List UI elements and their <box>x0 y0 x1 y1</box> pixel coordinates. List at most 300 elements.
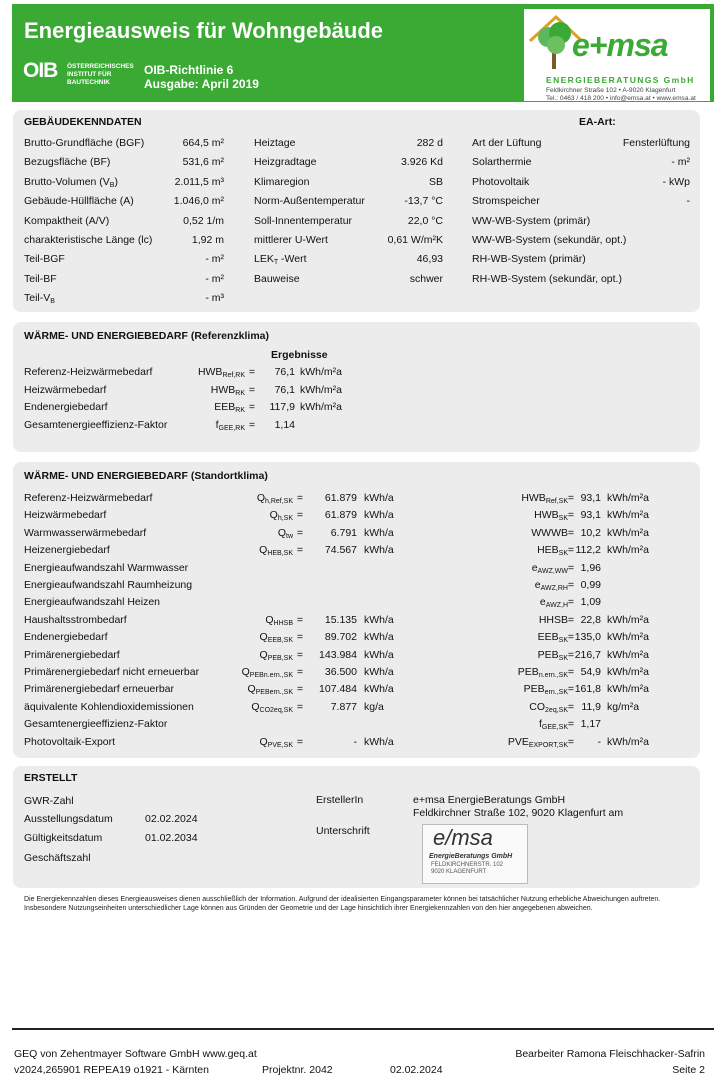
reference-row-unit: kWh/m²a <box>300 383 342 396</box>
site-row-symbol-specific-subscript: ern.,SK <box>544 689 568 697</box>
climate-param-label <box>254 273 300 285</box>
site-row-specific-value: 1,09 <box>580 596 601 609</box>
building-param-label <box>24 215 109 227</box>
site-row-symbol-total-main: Q <box>259 544 268 557</box>
system-param-label: Solarthermie <box>472 156 532 169</box>
reference-row-equals: = <box>248 418 256 431</box>
reference-row-symbol-subscript: RK <box>235 389 245 397</box>
climate-param-label-text: Bauweise <box>254 272 300 285</box>
site-row-specific-unit: kg/m²a <box>607 700 640 713</box>
business-number-label: Geschäftszahl <box>24 852 91 864</box>
site-row-symbol-specific <box>453 509 568 522</box>
site-row-symbol-total <box>193 683 293 696</box>
climate-param-label-text: Norm-Außentemperatur <box>254 195 365 208</box>
site-row-equals: = <box>567 613 575 626</box>
site-row-symbol-total-subscript: h,Ref,SK <box>264 498 293 505</box>
building-param-label-text: Gebäude-Hüllfläche (A) <box>24 195 134 208</box>
site-row-equals: = <box>567 544 575 557</box>
reference-row-unit: kWh/m²a <box>300 366 342 378</box>
site-row-equals: = <box>567 666 575 678</box>
site-row-symbol-specific <box>453 649 568 662</box>
site-row-symbol-specific-main: HHSB <box>538 613 568 626</box>
site-row-symbol-total-subscript: HEB,SK <box>267 550 293 558</box>
site-row-symbol-specific-main: PEB <box>523 683 545 696</box>
footer-date: 02.02.2024 <box>390 1064 443 1076</box>
building-param-label <box>24 273 57 285</box>
site-row-label: Gesamtenergieeffizienz-Faktor <box>24 718 168 731</box>
system-param-value: - <box>686 195 690 208</box>
site-row-label: Primärenergiebedarf nicht erneuerbar <box>24 666 200 678</box>
building-param-value: 531,6 m² <box>182 156 224 169</box>
site-row-equals: = <box>296 544 304 557</box>
site-row-equals: = <box>567 718 575 731</box>
building-param-label-subscript: B <box>109 181 115 189</box>
site-row-specific-value: 93,1 <box>580 492 601 504</box>
site-row-symbol-total <box>193 666 293 679</box>
site-row-symbol-total-main: Q <box>241 666 250 678</box>
site-row-specific-unit: kWh/m²a <box>607 544 649 557</box>
building-param-label-text: Teil-V <box>24 292 51 305</box>
building-param-value: 0,52 1/m <box>183 214 224 227</box>
climate-param-value: SB <box>428 175 443 188</box>
oib-logo <box>23 59 133 85</box>
site-row-symbol-total-main: Q <box>259 631 268 644</box>
site-row-total-unit: kWh/a <box>364 509 394 522</box>
site-row-total-value: 7.877 <box>330 700 357 713</box>
site-row-total-value: 15.135 <box>324 613 357 626</box>
site-row-symbol-specific-main: PVE <box>507 735 529 748</box>
site-row-specific-value: 135,0 <box>574 631 601 644</box>
climate-param-value: 22,0 °C <box>407 214 443 227</box>
reference-row-value: 76,1 <box>274 366 295 378</box>
reference-row-symbol-subscript: RK <box>235 407 245 414</box>
site-row-specific-value: - <box>597 735 601 748</box>
site-row-total-value: 89.702 <box>324 631 357 644</box>
site-row-symbol-total-subscript: PEB,SK <box>267 654 293 662</box>
validity-date-value: 01.02.2034 <box>145 832 198 844</box>
site-row-equals: = <box>567 683 575 696</box>
site-row-specific-value: 0,99 <box>580 579 601 591</box>
site-row-symbol-total-subscript: HHSB <box>273 619 293 627</box>
site-row-label: Primärenergiebedarf erneuerbar <box>24 683 174 696</box>
site-row-symbol-total-main: Q <box>277 526 286 539</box>
guideline-info <box>144 63 259 91</box>
section-title: ERSTELLT <box>24 772 78 784</box>
footer-divider <box>12 1028 714 1030</box>
site-row-label: Haushaltsstrombedarf <box>24 613 127 626</box>
created-panel <box>13 766 700 888</box>
site-row-equals: = <box>567 509 575 522</box>
reference-row-label: Gesamtenergieeffizienz-Faktor <box>24 418 168 431</box>
site-row-label: Heizenergiebedarf <box>24 544 110 557</box>
site-row-total-unit: kWh/a <box>364 735 394 748</box>
site-row-equals: = <box>567 631 575 644</box>
climate-param-value: 46,93 <box>416 253 443 266</box>
site-row-equals: = <box>567 492 575 504</box>
page-title: Energieausweis für Wohngebäude <box>24 18 383 43</box>
emsa-address <box>546 87 710 103</box>
stamp-city: 9020 KLAGENFURT <box>431 869 487 875</box>
building-param-label-text: charakteristische Länge (lc) <box>24 234 153 246</box>
site-row-symbol-specific-subscript: SK <box>558 550 568 558</box>
company-stamp <box>422 824 528 884</box>
site-row-specific-unit: kWh/m²a <box>607 683 649 696</box>
site-row-label: Energieaufwandszahl Heizen <box>24 596 161 609</box>
site-row-symbol-specific <box>453 614 568 627</box>
site-row-total-value: 107.484 <box>319 683 357 696</box>
site-row-symbol-specific <box>453 736 568 749</box>
site-row-symbol-specific-subscript: Ref,SK <box>545 498 568 505</box>
footer-project-number: Projektnr. 2042 <box>262 1064 333 1076</box>
oib-logo-text: OIB <box>23 59 58 82</box>
building-param-label <box>24 292 55 305</box>
climate-param-label <box>254 234 328 246</box>
issue-date-value: 02.02.2024 <box>145 813 198 825</box>
reference-row-symbol-main: HWB <box>210 383 236 396</box>
stamp-address <box>431 862 503 876</box>
reference-row-label: Endenergiebedarf <box>24 401 108 413</box>
site-row-total-value: 74.567 <box>324 544 357 557</box>
reference-row-symbol <box>163 384 245 397</box>
building-param-label-subscript: B <box>50 298 55 306</box>
site-row-total-value: 61.879 <box>324 492 357 504</box>
site-row-symbol-total <box>193 509 293 522</box>
site-row-symbol-total-subscript: PVE,SK <box>267 741 293 749</box>
building-param-label <box>24 156 110 168</box>
site-row-symbol-total <box>193 701 293 714</box>
issue-date-label: Ausstellungsdatum <box>24 813 113 825</box>
site-row-symbol-specific-subscript: AWZ,H <box>545 602 568 610</box>
site-row-label: Warmwasserwärmebedarf <box>24 526 147 539</box>
stamp-company: EnergieBeratungs GmbH <box>429 853 513 860</box>
header-banner <box>12 4 714 102</box>
site-row-total-unit: kWh/a <box>364 648 394 661</box>
building-param-value: - m² <box>205 272 224 285</box>
disclaimer-text: Die Energiekennzahlen dieses Energieausweises dienen ausschließlich der Information. Aufgrund der idealisierten Eingangsparameter können bei tatsächlicher Nutzung erhebliche Abweichungen auftreten. Insbesondere Nutzungseinheiten unterschiedlicher Lage können aus Gründen der Geometrie und der Lage hinsichtlich ihrer Energiekennzahlen von den hier angegebenen abweichen. <box>24 896 661 912</box>
reference-row-equals: = <box>248 366 256 378</box>
building-param-value: - m³ <box>205 292 224 305</box>
site-row-specific-unit: kWh/m²a <box>607 735 649 748</box>
site-row-specific-unit: kWh/m²a <box>607 631 649 644</box>
reference-row-unit: kWh/m²a <box>300 401 342 413</box>
oib-logo-subtitle: ÖSTERREICHISCHES INSTITUT FÜR BAUTECHNIK <box>67 63 134 86</box>
reference-row-symbol <box>163 366 245 379</box>
site-row-symbol-specific-main: f <box>539 718 542 731</box>
validity-date-label: Gültigkeitsdatum <box>24 832 103 844</box>
emsa-address-line: Feldkirchner Straße 102 • A-9020 Klagenfurt <box>546 87 676 94</box>
climate-param-label <box>254 215 352 227</box>
site-row-symbol-total-main: Q <box>256 492 265 504</box>
site-row-equals: = <box>567 648 575 661</box>
site-row-equals: = <box>567 526 575 539</box>
footer-software: GEQ von Zehentmayer Software GmbH www.geq.at <box>14 1048 257 1060</box>
site-row-specific-unit: kWh/m²a <box>607 666 649 678</box>
site-row-symbol-specific-subscript: SK <box>558 654 568 662</box>
site-row-symbol-total <box>193 492 293 505</box>
site-row-symbol-specific-main: e <box>531 561 538 574</box>
site-row-label: Endenergiebedarf <box>24 631 108 644</box>
building-param-label-text: Kompaktheit (A/V) <box>24 214 110 227</box>
emsa-contact-line: Tel.: 0463 / 418 200 • info@emsa.at • www.emsa.at <box>546 95 696 102</box>
site-row-symbol-specific <box>453 562 568 575</box>
site-row-specific-unit: kWh/m²a <box>607 648 649 661</box>
site-row-symbol-specific-main: HEB <box>537 544 559 557</box>
site-row-equals: = <box>296 509 304 522</box>
climate-param-label-text: Klimaregion <box>254 175 310 188</box>
site-row-specific-unit: kWh/m²a <box>607 613 649 626</box>
site-row-symbol-total-subscript: PEBern.,SK <box>255 689 293 697</box>
site-row-symbol-specific <box>453 579 568 592</box>
climate-param-label-text: LEK <box>254 253 274 266</box>
system-param-value: - kWp <box>662 175 690 188</box>
site-row-symbol-total <box>193 544 293 557</box>
climate-param-value: -13,7 °C <box>404 195 443 208</box>
climate-param-label <box>254 195 365 207</box>
site-row-symbol-total-main: Q <box>247 683 256 696</box>
site-row-total-value: 143.984 <box>319 648 357 661</box>
site-row-total-unit: kg/a <box>364 700 384 713</box>
building-param-value: 664,5 m² <box>182 137 224 149</box>
reference-row-symbol <box>163 401 245 414</box>
climate-param-label-suffix: -Wert <box>278 253 307 266</box>
site-row-total-unit: kWh/a <box>364 613 394 626</box>
building-param-label-text: Bezugsfläche (BF) <box>24 156 111 169</box>
site-row-symbol-total <box>193 736 293 749</box>
reference-row-label: Heizwärmebedarf <box>24 383 107 396</box>
building-param-label <box>24 195 134 207</box>
site-row-symbol-total-main: Q <box>269 509 278 522</box>
climate-param-value: 282 d <box>416 137 443 149</box>
reference-row-symbol-subscript: GEE,RK <box>218 424 245 432</box>
site-row-symbol-specific <box>453 701 568 714</box>
site-row-equals: = <box>567 735 575 748</box>
site-row-equals: = <box>296 631 304 644</box>
reference-row-equals: = <box>248 383 256 396</box>
guideline-label: OIB-Richtlinie 6 <box>144 63 234 77</box>
signature-label: Unterschrift <box>316 825 370 837</box>
site-row-specific-value: 10,2 <box>580 526 601 539</box>
stamp-street: FELDKIRCHNERSTR. 102 <box>431 862 504 868</box>
building-param-label-text: Brutto-Grundfläche (BGF) <box>24 137 145 149</box>
site-row-equals: = <box>296 492 304 504</box>
site-row-equals: = <box>567 579 575 591</box>
section-title: WÄRME- UND ENERGIEBEDARF (Standortklima) <box>24 470 268 482</box>
site-row-symbol-specific <box>453 631 568 644</box>
site-row-specific-value: 22,8 <box>580 613 601 626</box>
reference-row-symbol-main: EEB <box>214 401 236 413</box>
building-param-label-text: Brutto-Volumen (V <box>24 175 110 188</box>
site-row-symbol-specific-main: PEB <box>537 648 559 661</box>
reference-row-symbol <box>163 419 245 432</box>
site-row-total-unit: kWh/a <box>364 526 394 539</box>
site-row-total-value: - <box>353 735 357 748</box>
building-param-label-text: Teil-BGF <box>24 253 65 266</box>
ea-art-label: EA-Art: <box>579 116 616 128</box>
climate-param-value: 3.926 Kd <box>400 156 443 169</box>
footer-editor: Bearbeiter Ramona Fleischhacker-Safrin <box>515 1048 705 1060</box>
site-row-symbol-specific-main: CO <box>529 700 546 713</box>
emsa-subtitle: ENERGIEBERATUNGS GmbH <box>546 75 695 85</box>
site-row-label: Primärenergiebedarf <box>24 648 120 661</box>
site-row-symbol-specific <box>453 683 568 696</box>
site-row-label: Referenz-Heizwärmebedarf <box>24 492 153 504</box>
site-row-symbol-total-main: Q <box>251 700 260 713</box>
site-row-symbol-specific-main: e <box>539 596 546 609</box>
emsa-brand: e+msa <box>572 27 668 63</box>
site-row-symbol-specific-main: WWWB <box>531 526 568 539</box>
creator-label: ErstellerIn <box>316 794 364 806</box>
building-param-value: 1,92 m <box>191 234 224 246</box>
gwr-label: GWR-Zahl <box>24 795 74 807</box>
site-row-label: Energieaufwandszahl Raumheizung <box>24 579 193 591</box>
climate-param-label-text: Heiztage <box>254 137 296 149</box>
site-row-label: Photovoltaik-Export <box>24 735 116 748</box>
building-data-panel <box>13 110 700 312</box>
site-row-equals: = <box>296 648 304 661</box>
creator-name: e+msa EnergieBeratungs GmbH <box>413 794 566 806</box>
site-row-symbol-specific-main: e <box>534 579 541 591</box>
site-row-total-value: 6.791 <box>330 526 357 539</box>
climate-param-value: 0,61 W/m²K <box>387 234 443 246</box>
site-row-specific-value: 54,9 <box>580 666 601 678</box>
climate-param-label-text: Heizgradtage <box>254 156 317 169</box>
site-row-equals: = <box>567 596 575 609</box>
site-row-symbol-total-subscript: EEB,SK <box>267 637 293 645</box>
site-row-symbol-specific <box>453 527 568 540</box>
building-param-value: 1.046,0 m² <box>173 195 224 208</box>
site-row-symbol-total-subscript: h,SK <box>277 515 293 523</box>
system-param-value: - m² <box>671 156 690 169</box>
site-row-equals: = <box>296 666 304 678</box>
system-param-label: WW-WB-System (primär) <box>472 214 591 227</box>
system-param-label: RH-WB-System (primär) <box>472 253 586 266</box>
building-param-value: 2.011,5 m³ <box>174 175 224 188</box>
building-param-label-suffix: ) <box>114 175 118 188</box>
site-row-total-unit: kWh/a <box>364 631 394 644</box>
reference-row-symbol-main: HWB <box>197 366 223 378</box>
site-row-total-unit: kWh/a <box>364 683 394 696</box>
site-row-label: Heizwärmebedarf <box>24 509 107 522</box>
climate-param-label <box>254 137 295 149</box>
site-row-symbol-specific-subscript: AWZ,WW <box>537 567 568 575</box>
building-param-label <box>24 176 118 189</box>
site-row-symbol-specific-subscript: SK <box>558 515 568 523</box>
system-param-label: Stromspeicher <box>472 195 540 208</box>
site-row-specific-value: 161,8 <box>574 683 601 696</box>
climate-param-label-text: mittlerer U-Wert <box>254 234 328 246</box>
site-row-symbol-total-main: Q <box>265 613 274 626</box>
site-row-symbol-specific <box>453 718 568 731</box>
results-heading: Ergebnisse <box>271 349 328 361</box>
system-param-label: RH-WB-System (sekundär, opt.) <box>472 272 622 285</box>
reference-climate-panel <box>13 322 700 452</box>
climate-param-label <box>254 253 307 266</box>
section-title: GEBÄUDEKENNDATEN <box>24 116 142 128</box>
site-row-symbol-total <box>193 614 293 627</box>
site-row-label: Energieaufwandszahl Warmwasser <box>24 561 189 574</box>
site-row-symbol-total <box>193 649 293 662</box>
site-row-symbol-specific <box>453 492 568 505</box>
system-param-label: Photovoltaik <box>472 175 530 188</box>
reference-row-symbol-main: f <box>215 418 219 431</box>
building-param-label <box>24 234 152 246</box>
system-param-value: Fensterlüftung <box>622 137 690 149</box>
site-row-symbol-specific-main: HWB <box>534 509 559 522</box>
site-row-specific-unit: kWh/m²a <box>607 492 649 504</box>
climate-param-value: schwer <box>409 272 443 285</box>
site-row-specific-value: 1,96 <box>580 561 601 574</box>
site-row-symbol-specific <box>453 596 568 609</box>
site-row-symbol-specific-main: EEB <box>537 631 559 644</box>
site-row-equals: = <box>567 700 575 713</box>
site-row-equals: = <box>296 735 304 748</box>
reference-row-label: Referenz-Heizwärmebedarf <box>24 366 153 378</box>
footer-page: Seite 2 <box>672 1064 705 1076</box>
site-row-equals: = <box>296 700 304 713</box>
site-row-total-value: 36.500 <box>324 666 357 678</box>
site-row-specific-unit: kWh/m²a <box>607 509 649 522</box>
site-row-specific-value: 112,2 <box>575 544 601 557</box>
site-row-symbol-specific-subscript: 2eq,SK <box>545 706 568 714</box>
site-row-symbol-total <box>193 631 293 644</box>
reference-row-value: 76,1 <box>274 383 295 396</box>
site-climate-panel <box>13 462 700 758</box>
building-param-label <box>24 253 65 265</box>
reference-row-value: 117,9 <box>269 401 295 413</box>
site-row-symbol-specific-subscript: SK <box>558 637 568 645</box>
building-param-label-text: Teil-BF <box>24 272 57 285</box>
site-row-equals: = <box>296 683 304 696</box>
creator-address: Feldkirchner Straße 102, 9020 Klagenfurt am <box>413 807 624 819</box>
building-param-value: - m² <box>205 253 224 266</box>
section-title: WÄRME- UND ENERGIEBEDARF (Referenzklima) <box>24 330 270 342</box>
system-param-label: WW-WB-System (sekundär, opt.) <box>472 234 627 246</box>
site-row-total-unit: kWh/a <box>364 492 394 504</box>
site-row-symbol-total <box>193 527 293 540</box>
site-row-symbol-specific-main: HWB <box>521 492 546 504</box>
climate-param-label <box>254 156 316 168</box>
site-row-symbol-total-subscript: CO2eq,SK <box>259 706 293 714</box>
edition-label: Ausgabe: April 2019 <box>144 77 259 91</box>
site-row-symbol-specific <box>453 666 568 679</box>
climate-param-label <box>254 176 309 188</box>
site-row-label: äquivalente Kohlendioxidemissionen <box>24 700 194 713</box>
site-row-total-unit: kWh/a <box>364 544 394 557</box>
reference-row-equals: = <box>248 401 256 413</box>
site-row-equals: = <box>296 526 304 539</box>
site-row-specific-value: 1,17 <box>580 718 601 731</box>
reference-row-value: 1,14 <box>274 418 295 431</box>
site-row-equals: = <box>296 613 304 626</box>
site-row-symbol-total-main: Q <box>259 648 268 661</box>
building-param-label <box>24 137 144 149</box>
reference-row-symbol-subscript: Ref,RK <box>222 372 245 379</box>
climate-param-label-text: Soll-Innentemperatur <box>254 214 353 227</box>
climate-param-label-subscript: T <box>273 259 279 267</box>
system-param-label: Art der Lüftung <box>472 137 542 149</box>
site-row-symbol-total-subscript: tw <box>286 532 293 540</box>
site-row-specific-value: 11,9 <box>581 700 601 713</box>
site-row-symbol-specific-main: PEB <box>517 666 539 678</box>
site-row-specific-value: 216,7 <box>574 648 601 661</box>
site-row-symbol-total-subscript: PEBn.ern.,SK <box>249 672 293 679</box>
site-row-total-unit: kWh/a <box>364 666 394 678</box>
emsa-logo <box>524 9 710 101</box>
site-row-symbol-specific <box>453 544 568 557</box>
site-row-symbol-specific-subscript: AWZ,RH <box>540 585 568 592</box>
site-row-specific-unit: kWh/m²a <box>607 526 649 539</box>
site-row-specific-value: 93,1 <box>580 509 601 522</box>
